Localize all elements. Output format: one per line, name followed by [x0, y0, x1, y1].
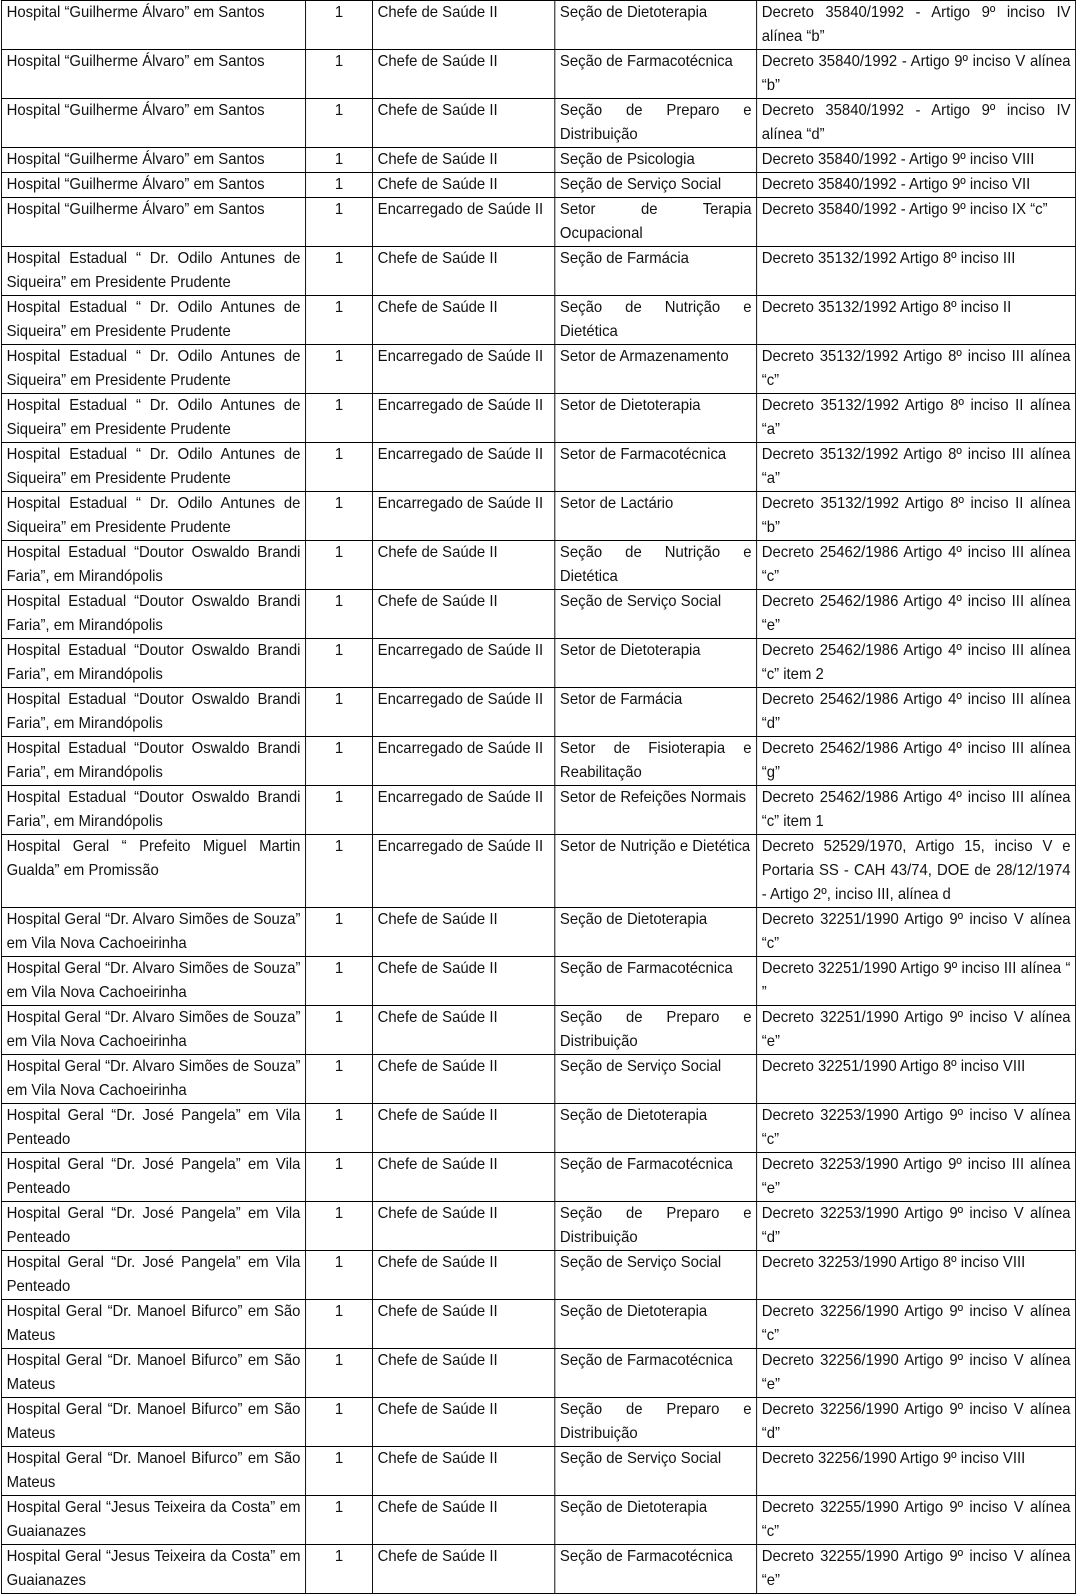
position-title-cell: Chefe de Saúde II [373, 1496, 555, 1545]
quantity-cell: 1 [306, 1251, 373, 1300]
table-row [1, 1496, 1075, 1545]
section-cell: Seção de Serviço Social [555, 1055, 757, 1104]
position-title-cell: Chefe de Saúde II [373, 1055, 555, 1104]
table-row [1, 173, 1075, 198]
legal-basis-cell: Decreto 32256/1990 Artigo 9º inciso VIII [757, 1447, 1076, 1496]
unit-cell: Hospital Geral “Dr. Alvaro Simões de Souza” em Vila Nova Cachoeirinha [1, 1055, 305, 1104]
quantity-cell: 1 [306, 1447, 373, 1496]
quantity-cell: 1 [306, 345, 373, 394]
position-title-cell: Chefe de Saúde II [373, 1153, 555, 1202]
section-cell: Seção de Farmacotécnica [555, 50, 757, 99]
table-row [1, 443, 1075, 492]
legal-basis-cell: Decreto 25462/1986 Artigo 4º inciso III alínea “c” [757, 541, 1076, 590]
quantity-cell: 1 [306, 394, 373, 443]
legal-basis-cell: Decreto 52529/1970, Artigo 15, inciso V e Portaria SS - CAH 43/74, DOE de 28/12/1974 - Artigo 2º, inciso III, alínea d [757, 835, 1076, 908]
position-title-cell: Chefe de Saúde II [373, 1300, 555, 1349]
unit-cell: Hospital “Guilherme Álvaro” em Santos [1, 173, 305, 198]
section-cell: Seção de Farmacotécnica [555, 1349, 757, 1398]
legal-basis-cell: Decreto 25462/1986 Artigo 4º inciso III alínea “c” item 2 [757, 639, 1076, 688]
section-cell: Seção de Nutrição e Dietética [555, 296, 757, 345]
position-title-cell: Encarregado de Saúde II [373, 639, 555, 688]
position-title-cell: Chefe de Saúde II [373, 541, 555, 590]
unit-cell: Hospital Estadual “ Dr. Odilo Antunes de Siqueira” em Presidente Prudente [1, 443, 305, 492]
legal-basis-cell: Decreto 35132/1992 Artigo 8º inciso III alínea “a” [757, 443, 1076, 492]
section-cell: Seção de Preparo e Distribuição [555, 1202, 757, 1251]
position-title-cell: Chefe de Saúde II [373, 590, 555, 639]
unit-cell: Hospital “Guilherme Álvaro” em Santos [1, 198, 305, 247]
unit-cell: Hospital “Guilherme Álvaro” em Santos [1, 99, 305, 148]
quantity-cell: 1 [306, 835, 373, 908]
position-title-cell: Chefe de Saúde II [373, 1447, 555, 1496]
legal-basis-cell: Decreto 32256/1990 Artigo 9º inciso V alínea “e” [757, 1349, 1076, 1398]
unit-cell: Hospital Estadual “Doutor Oswaldo Brandi Faria”, em Mirandópolis [1, 737, 305, 786]
quantity-cell: 1 [306, 908, 373, 957]
legal-basis-cell: Decreto 35840/1992 - Artigo 9º inciso VIII [757, 148, 1076, 173]
table-row [1, 541, 1075, 590]
legal-basis-cell: Decreto 25462/1986 Artigo 4º inciso III alínea “c” item 1 [757, 786, 1076, 835]
section-cell: Seção de Serviço Social [555, 1251, 757, 1300]
unit-cell: Hospital Geral “Dr. José Pangela” em Vila Penteado [1, 1104, 305, 1153]
quantity-cell: 1 [306, 1545, 373, 1594]
position-title-cell: Chefe de Saúde II [373, 1104, 555, 1153]
position-title-cell: Encarregado de Saúde II [373, 443, 555, 492]
table-row [1, 1, 1075, 50]
unit-cell: Hospital Geral “Jesus Teixeira da Costa” em Guaianazes [1, 1496, 305, 1545]
unit-cell: Hospital Geral “Dr. Manoel Bifurco” em São Mateus [1, 1349, 305, 1398]
quantity-cell: 1 [306, 443, 373, 492]
quantity-cell: 1 [306, 1398, 373, 1447]
legal-basis-cell: Decreto 35132/1992 Artigo 8º inciso II alínea “b” [757, 492, 1076, 541]
table-row [1, 394, 1075, 443]
quantity-cell: 1 [306, 1202, 373, 1251]
position-title-cell: Chefe de Saúde II [373, 1349, 555, 1398]
position-title-cell: Encarregado de Saúde II [373, 345, 555, 394]
legal-basis-cell: Decreto 35840/1992 - Artigo 9º inciso IV alínea “b” [757, 1, 1076, 50]
position-title-cell: Chefe de Saúde II [373, 1398, 555, 1447]
table-row [1, 492, 1075, 541]
position-title-cell: Chefe de Saúde II [373, 908, 555, 957]
quantity-cell: 1 [306, 492, 373, 541]
quantity-cell: 1 [306, 639, 373, 688]
unit-cell: Hospital Estadual “ Dr. Odilo Antunes de Siqueira” em Presidente Prudente [1, 492, 305, 541]
legal-basis-cell: Decreto 32251/1990 Artigo 9º inciso III alínea “ ” [757, 957, 1076, 1006]
position-title-cell: Chefe de Saúde II [373, 50, 555, 99]
table-row [1, 1104, 1075, 1153]
table-row [1, 688, 1075, 737]
quantity-cell: 1 [306, 173, 373, 198]
section-cell: Setor de Farmacotécnica [555, 443, 757, 492]
quantity-cell: 1 [306, 590, 373, 639]
position-title-cell: Chefe de Saúde II [373, 148, 555, 173]
legal-basis-cell: Decreto 25462/1986 Artigo 4º inciso III alínea “g” [757, 737, 1076, 786]
position-title-cell: Chefe de Saúde II [373, 247, 555, 296]
positions-table-body [1, 1, 1075, 1594]
position-title-cell: Encarregado de Saúde II [373, 394, 555, 443]
legal-basis-cell: Decreto 32256/1990 Artigo 9º inciso V alínea “d” [757, 1398, 1076, 1447]
table-row [1, 247, 1075, 296]
legal-basis-cell: Decreto 32251/1990 Artigo 9º inciso V alínea “c” [757, 908, 1076, 957]
unit-cell: Hospital Geral “ Prefeito Miguel Martin Gualda” em Promissão [1, 835, 305, 908]
legal-basis-cell: Decreto 35132/1992 Artigo 8º inciso II alínea “a” [757, 394, 1076, 443]
legal-basis-cell: Decreto 32253/1990 Artigo 8º inciso VIII [757, 1251, 1076, 1300]
table-row [1, 345, 1075, 394]
position-title-cell: Chefe de Saúde II [373, 1545, 555, 1594]
unit-cell: Hospital Geral “Jesus Teixeira da Costa” em Guaianazes [1, 1545, 305, 1594]
position-title-cell: Encarregado de Saúde II [373, 198, 555, 247]
unit-cell: Hospital Estadual “ Dr. Odilo Antunes de Siqueira” em Presidente Prudente [1, 247, 305, 296]
legal-basis-cell: Decreto 32251/1990 Artigo 9º inciso V alínea “e” [757, 1006, 1076, 1055]
quantity-cell: 1 [306, 1153, 373, 1202]
table-row [1, 50, 1075, 99]
table-row [1, 835, 1075, 908]
quantity-cell: 1 [306, 1006, 373, 1055]
position-title-cell: Encarregado de Saúde II [373, 492, 555, 541]
section-cell: Seção de Dietoterapia [555, 1, 757, 50]
table-row [1, 590, 1075, 639]
unit-cell: Hospital “Guilherme Álvaro” em Santos [1, 50, 305, 99]
legal-basis-cell: Decreto 32251/1990 Artigo 8º inciso VIII [757, 1055, 1076, 1104]
section-cell: Seção de Dietoterapia [555, 1300, 757, 1349]
quantity-cell: 1 [306, 99, 373, 148]
position-title-cell: Chefe de Saúde II [373, 1251, 555, 1300]
position-title-cell: Encarregado de Saúde II [373, 737, 555, 786]
section-cell: Seção de Preparo e Distribuição [555, 99, 757, 148]
table-row [1, 957, 1075, 1006]
section-cell: Setor de Farmácia [555, 688, 757, 737]
quantity-cell: 1 [306, 1, 373, 50]
unit-cell: Hospital Geral “Dr. José Pangela” em Vila Penteado [1, 1153, 305, 1202]
section-cell: Seção de Preparo e Distribuição [555, 1006, 757, 1055]
section-cell: Seção de Farmacotécnica [555, 1153, 757, 1202]
section-cell: Seção de Nutrição e Dietética [555, 541, 757, 590]
section-cell: Setor de Nutrição e Dietética [555, 835, 757, 908]
unit-cell: Hospital Geral “Dr. Alvaro Simões de Souza” em Vila Nova Cachoeirinha [1, 1006, 305, 1055]
table-row [1, 908, 1075, 957]
position-title-cell: Chefe de Saúde II [373, 1, 555, 50]
table-row [1, 198, 1075, 247]
legal-basis-cell: Decreto 35132/1992 Artigo 8º inciso III alínea “c” [757, 345, 1076, 394]
quantity-cell: 1 [306, 786, 373, 835]
section-cell: Seção de Farmácia [555, 247, 757, 296]
unit-cell: Hospital Estadual “ Dr. Odilo Antunes de Siqueira” em Presidente Prudente [1, 345, 305, 394]
position-title-cell: Encarregado de Saúde II [373, 688, 555, 737]
section-cell: Seção de Psicologia [555, 148, 757, 173]
position-title-cell: Encarregado de Saúde II [373, 835, 555, 908]
unit-cell: Hospital Geral “Dr. Alvaro Simões de Souza” em Vila Nova Cachoeirinha [1, 908, 305, 957]
position-title-cell: Chefe de Saúde II [373, 957, 555, 1006]
table-row [1, 1202, 1075, 1251]
legal-basis-cell: Decreto 35132/1992 Artigo 8º inciso II [757, 296, 1076, 345]
legal-basis-cell: Decreto 32253/1990 Artigo 9º inciso V alínea “d” [757, 1202, 1076, 1251]
quantity-cell: 1 [306, 957, 373, 1006]
unit-cell: Hospital “Guilherme Álvaro” em Santos [1, 1, 305, 50]
legal-basis-cell: Decreto 35840/1992 - Artigo 9º inciso V alínea “b” [757, 50, 1076, 99]
quantity-cell: 1 [306, 296, 373, 345]
unit-cell: Hospital Geral “Dr. José Pangela” em Vila Penteado [1, 1251, 305, 1300]
section-cell: Seção de Farmacotécnica [555, 1545, 757, 1594]
section-cell: Setor de Refeições Normais [555, 786, 757, 835]
table-row [1, 1251, 1075, 1300]
section-cell: Seção de Serviço Social [555, 590, 757, 639]
unit-cell: Hospital “Guilherme Álvaro” em Santos [1, 148, 305, 173]
position-title-cell: Chefe de Saúde II [373, 173, 555, 198]
quantity-cell: 1 [306, 541, 373, 590]
quantity-cell: 1 [306, 737, 373, 786]
unit-cell: Hospital Geral “Dr. Manoel Bifurco” em São Mateus [1, 1447, 305, 1496]
table-row [1, 1006, 1075, 1055]
table-row [1, 1055, 1075, 1104]
legal-basis-cell: Decreto 32256/1990 Artigo 9º inciso V alínea “c” [757, 1300, 1076, 1349]
legal-basis-cell: Decreto 25462/1986 Artigo 4º inciso III alínea “d” [757, 688, 1076, 737]
quantity-cell: 1 [306, 198, 373, 247]
quantity-cell: 1 [306, 1300, 373, 1349]
unit-cell: Hospital Estadual “ Dr. Odilo Antunes de Siqueira” em Presidente Prudente [1, 394, 305, 443]
section-cell: Setor de Fisioterapia e Reabilitação [555, 737, 757, 786]
positions-table [1, 0, 1076, 1594]
position-title-cell: Chefe de Saúde II [373, 1202, 555, 1251]
section-cell: Seção de Serviço Social [555, 173, 757, 198]
quantity-cell: 1 [306, 1055, 373, 1104]
legal-basis-cell: Decreto 35132/1992 Artigo 8º inciso III [757, 247, 1076, 296]
unit-cell: Hospital Geral “Dr. Manoel Bifurco” em São Mateus [1, 1398, 305, 1447]
table-row [1, 737, 1075, 786]
table-row [1, 786, 1075, 835]
table-row [1, 639, 1075, 688]
section-cell: Setor de Lactário [555, 492, 757, 541]
unit-cell: Hospital Estadual “Doutor Oswaldo Brandi Faria”, em Mirandópolis [1, 541, 305, 590]
table-row [1, 1153, 1075, 1202]
table-row [1, 1398, 1075, 1447]
unit-cell: Hospital Estadual “ Dr. Odilo Antunes de Siqueira” em Presidente Prudente [1, 296, 305, 345]
section-cell: Setor de Armazenamento [555, 345, 757, 394]
table-row [1, 1300, 1075, 1349]
section-cell: Seção de Dietoterapia [555, 1496, 757, 1545]
legal-basis-cell: Decreto 25462/1986 Artigo 4º inciso III alínea “e” [757, 590, 1076, 639]
table-row [1, 1349, 1075, 1398]
legal-basis-cell: Decreto 32255/1990 Artigo 9º inciso V alínea “e” [757, 1545, 1076, 1594]
section-cell: Setor de Dietoterapia [555, 394, 757, 443]
position-title-cell: Encarregado de Saúde II [373, 786, 555, 835]
section-cell: Seção de Preparo e Distribuição [555, 1398, 757, 1447]
position-title-cell: Chefe de Saúde II [373, 99, 555, 148]
legal-basis-cell: Decreto 32253/1990 Artigo 9º inciso V alínea “c” [757, 1104, 1076, 1153]
quantity-cell: 1 [306, 50, 373, 99]
unit-cell: Hospital Geral “Dr. José Pangela” em Vila Penteado [1, 1202, 305, 1251]
unit-cell: Hospital Geral “Dr. Manoel Bifurco” em São Mateus [1, 1300, 305, 1349]
legal-basis-cell: Decreto 32253/1990 Artigo 9º inciso III alínea “e” [757, 1153, 1076, 1202]
table-row [1, 296, 1075, 345]
table-row [1, 1545, 1075, 1594]
position-title-cell: Chefe de Saúde II [373, 1006, 555, 1055]
unit-cell: Hospital Estadual “Doutor Oswaldo Brandi Faria”, em Mirandópolis [1, 639, 305, 688]
table-row [1, 99, 1075, 148]
legal-basis-cell: Decreto 35840/1992 - Artigo 9º inciso IX “c” [757, 198, 1076, 247]
section-cell: Setor de Dietoterapia [555, 639, 757, 688]
unit-cell: Hospital Estadual “Doutor Oswaldo Brandi Faria”, em Mirandópolis [1, 590, 305, 639]
quantity-cell: 1 [306, 1104, 373, 1153]
quantity-cell: 1 [306, 247, 373, 296]
table-row [1, 148, 1075, 173]
quantity-cell: 1 [306, 1496, 373, 1545]
unit-cell: Hospital Estadual “Doutor Oswaldo Brandi Faria”, em Mirandópolis [1, 786, 305, 835]
section-cell: Seção de Dietoterapia [555, 1104, 757, 1153]
unit-cell: Hospital Estadual “Doutor Oswaldo Brandi Faria”, em Mirandópolis [1, 688, 305, 737]
legal-basis-cell: Decreto 35840/1992 - Artigo 9º inciso VII [757, 173, 1076, 198]
quantity-cell: 1 [306, 148, 373, 173]
quantity-cell: 1 [306, 688, 373, 737]
section-cell: Seção de Dietoterapia [555, 908, 757, 957]
table-row [1, 1447, 1075, 1496]
position-title-cell: Chefe de Saúde II [373, 296, 555, 345]
section-cell: Setor de Terapia Ocupacional [555, 198, 757, 247]
section-cell: Seção de Farmacotécnica [555, 957, 757, 1006]
unit-cell: Hospital Geral “Dr. Alvaro Simões de Souza” em Vila Nova Cachoeirinha [1, 957, 305, 1006]
legal-basis-cell: Decreto 32255/1990 Artigo 9º inciso V alínea “c” [757, 1496, 1076, 1545]
quantity-cell: 1 [306, 1349, 373, 1398]
legal-basis-cell: Decreto 35840/1992 - Artigo 9º inciso IV alínea “d” [757, 99, 1076, 148]
section-cell: Seção de Serviço Social [555, 1447, 757, 1496]
